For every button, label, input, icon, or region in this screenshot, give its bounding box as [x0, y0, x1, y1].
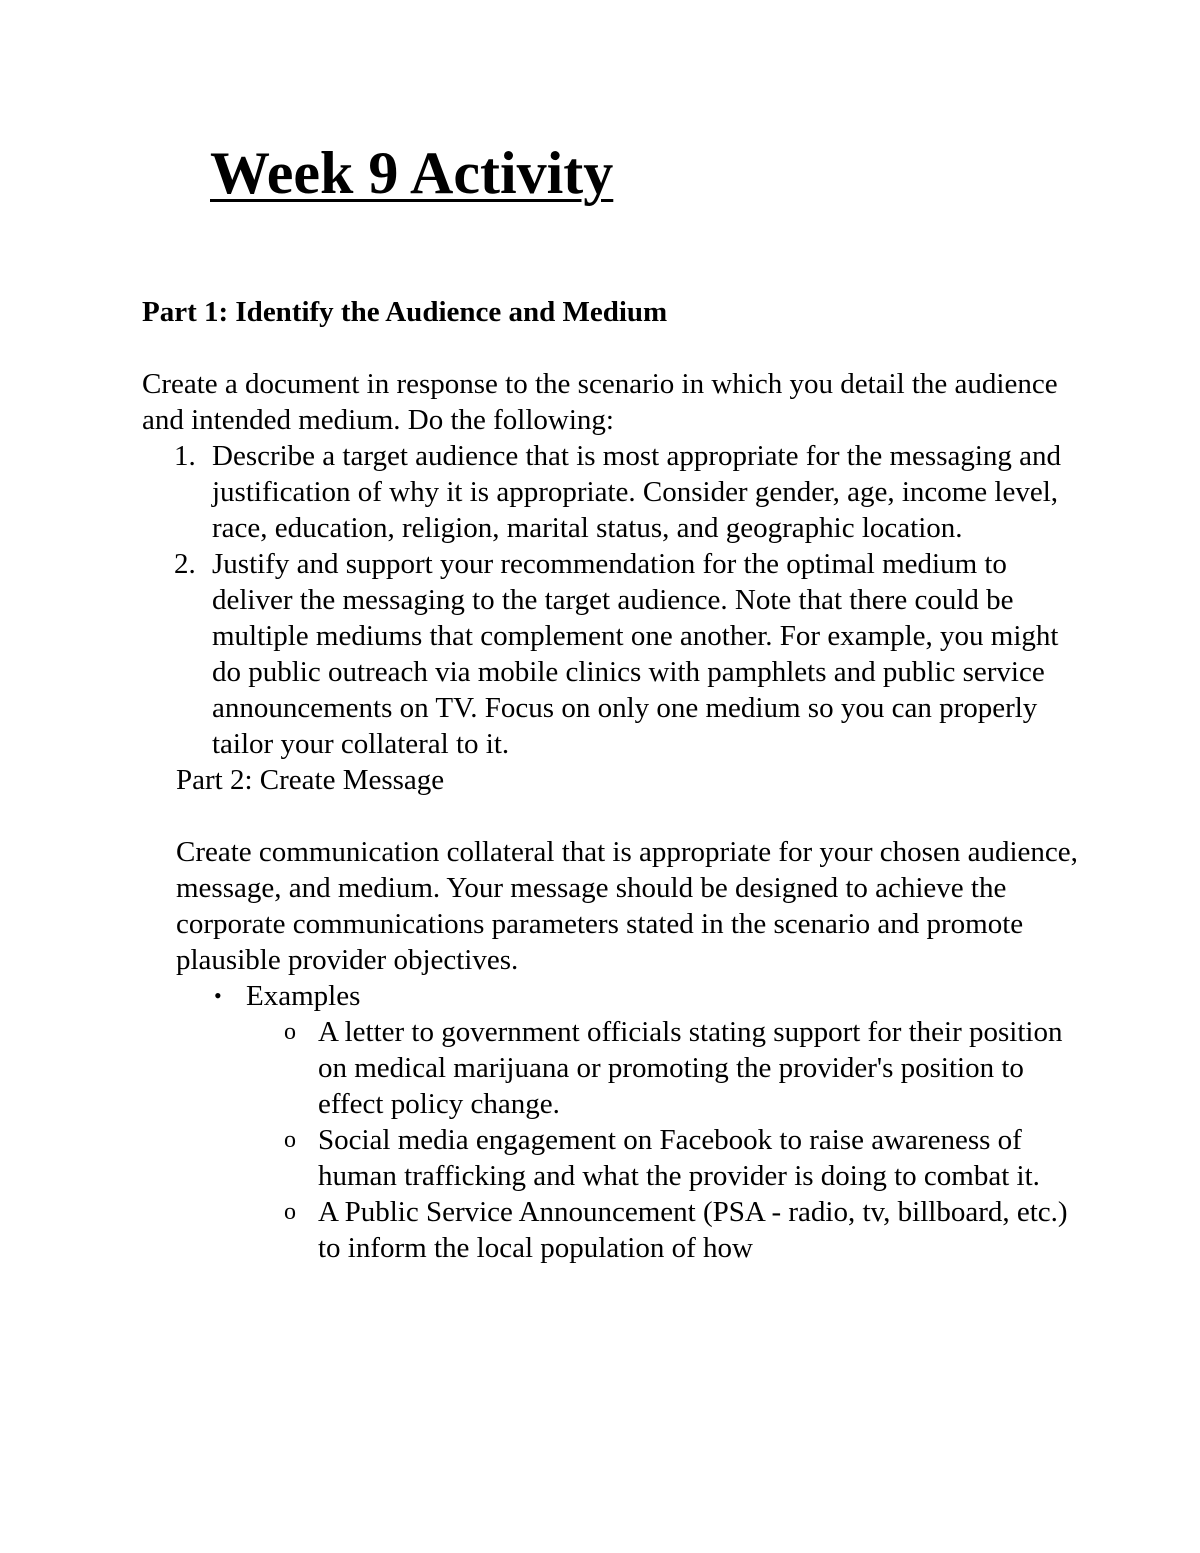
list-item — [246, 1014, 1082, 1122]
examples-list — [142, 978, 1082, 1266]
step-number: 2. — [174, 548, 196, 580]
part1-steps-list — [142, 438, 1082, 762]
part1-heading: Part 1: Identify the Audience and Medium — [142, 296, 668, 328]
hollow-bullet-icon: o — [284, 1127, 296, 1153]
step-text: Describe a target audience that is most appropriate for the messaging and justification of why it is appropriate. Consider gender, age, income level, race, education, religion, marital status, and geographic location. — [212, 440, 1062, 544]
hollow-bullet-icon: o — [284, 1199, 296, 1225]
step-number: 1. — [174, 440, 196, 472]
list-item — [246, 1122, 1082, 1194]
part1-intro: Create a document in response to the scenario in which you detail the audience and intended medium. Do the following: — [142, 368, 1058, 436]
hollow-bullet-icon: o — [284, 1019, 296, 1045]
bullet-icon: • — [214, 983, 222, 1008]
list-item — [142, 438, 1082, 546]
part2-body: Create communication collateral that is appropriate for your chosen audience, message, and medium. Your message should be designed to achieve the corporate communications parameters stated in the scenario and promote plausible provider objectives. — [176, 836, 1078, 976]
example-text: Social media engagement on Facebook to raise awareness of human trafficking and what the provider is doing to combat it. — [318, 1124, 1040, 1192]
list-item — [246, 1194, 1082, 1266]
part2-heading: Part 2: Create Message — [176, 764, 445, 796]
step-text: Justify and support your recommendation for the optimal medium to deliver the messaging to the target audience. Note that there could be multiple mediums that complement one another. For example, you might do public outreach via mobile clinics with pamphlets and public service announcements on TV. Focus on only one medium so you can properly tailor your collateral to it. — [212, 548, 1059, 760]
example-text: A letter to government officials stating support for their position on medical marijuana or promoting the provider's position to effect policy change. — [318, 1016, 1063, 1120]
example-text: A Public Service Announcement (PSA - radio, tv, billboard, etc.) to inform the local population of how — [318, 1196, 1068, 1264]
document-title: Week 9 Activity — [210, 140, 614, 206]
document-body — [142, 294, 1082, 1266]
examples-label: Examples — [246, 980, 361, 1012]
list-item — [142, 546, 1082, 762]
examples-sublist — [246, 1014, 1082, 1266]
list-item — [142, 978, 1082, 1266]
